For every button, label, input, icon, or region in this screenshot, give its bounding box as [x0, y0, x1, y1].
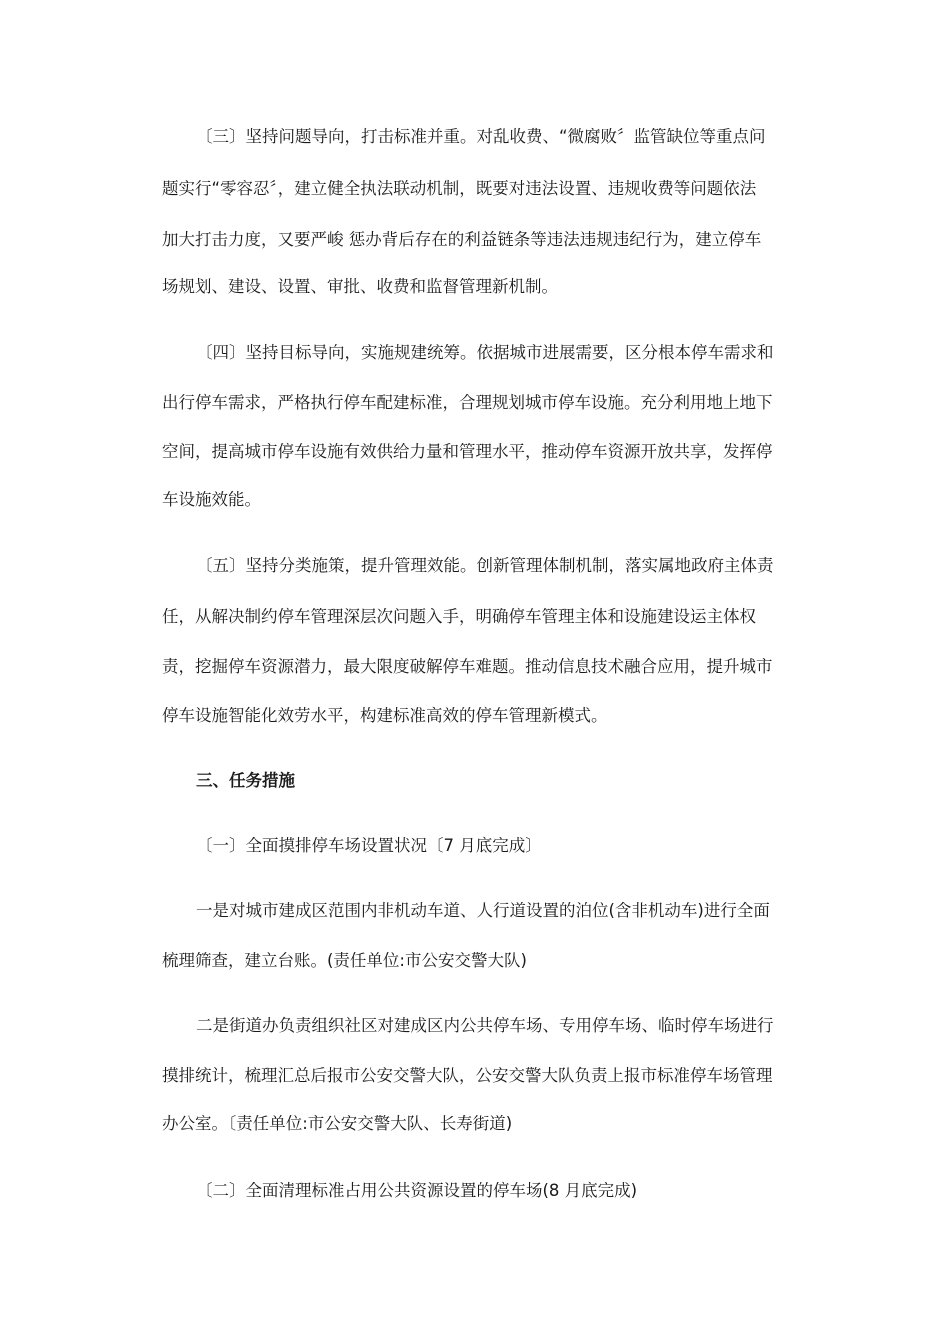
paragraph-4-line-1: 〔四〕坚持目标导向，实施规建统筹。依据城市进展需要，区分根本停车需求和 — [196, 343, 774, 362]
item-2-line-1: 二是街道办负责组织社区对建成区内公共停车场、专用停车场、临时停车场进行 — [196, 1016, 774, 1035]
item-2-line-3: 办公室。〔责任单位:市公安交警大队、长寿街道) — [162, 1114, 513, 1133]
section-heading: 三、任务措施 — [196, 771, 295, 790]
paragraph-5-line-2: 任，从解决制约停车管理深层次问题入手，明确停车管理主体和设施建设运主体权 — [162, 607, 756, 626]
paragraph-3-line-1: 〔三〕坚持问题导向，打击标准并重。对乱收费、“微腐败〞监管缺位等重点问 — [196, 127, 766, 146]
paragraph-3-line-4: 场规划、建设、设置、审批、收费和监督管理新机制。 — [162, 277, 558, 296]
paragraph-4-line-2: 出行停车需求，严格执行停车配建标准，合理规划城市停车设施。充分利用地上地下 — [162, 393, 773, 412]
paragraph-5-line-1: 〔五〕坚持分类施策，提升管理效能。创新管理体制机制，落实属地政府主体责 — [196, 556, 774, 575]
paragraph-5-line-3: 责，挖掘停车资源潜力，最大限度破解停车难题。推动信息技术融合应用，提升城市 — [162, 657, 773, 676]
item-1-line-2: 梳理筛查，建立台账。(责任单位:市公安交警大队) — [162, 951, 527, 970]
paragraph-4-line-3: 空间，提高城市停车设施有效供给力量和管理水平，推动停车资源开放共享，发挥停 — [162, 442, 773, 461]
subsection-2-heading: 〔二〕全面清理标准占用公共资源设置的停车场(8 月底完成) — [196, 1181, 638, 1200]
paragraph-5-line-4: 停车设施智能化效劳水平，构建标准高效的停车管理新模式。 — [162, 706, 608, 725]
paragraph-3-line-3: 加大打击力度，又要严峻 惩办背后存在的利益链条等违法违规违纪行为，建立停车 — [162, 230, 762, 249]
subsection-1-heading: 〔一〕全面摸排停车场设置状况〔7 月底完成〕 — [196, 836, 542, 855]
paragraph-4-line-4: 车设施效能。 — [162, 490, 261, 509]
item-2-line-2: 摸排统计，梳理汇总后报市公安交警大队，公安交警大队负责上报市标准停车场管理 — [162, 1066, 773, 1085]
item-1-line-1: 一是对城市建成区范围内非机动车道、人行道设置的泊位(含非机动车)进行全面 — [196, 901, 770, 920]
paragraph-3-line-2: 题实行“零容忍〞，建立健全执法联动机制，既要对违法设置、违规收费等问题依法 — [162, 179, 757, 198]
